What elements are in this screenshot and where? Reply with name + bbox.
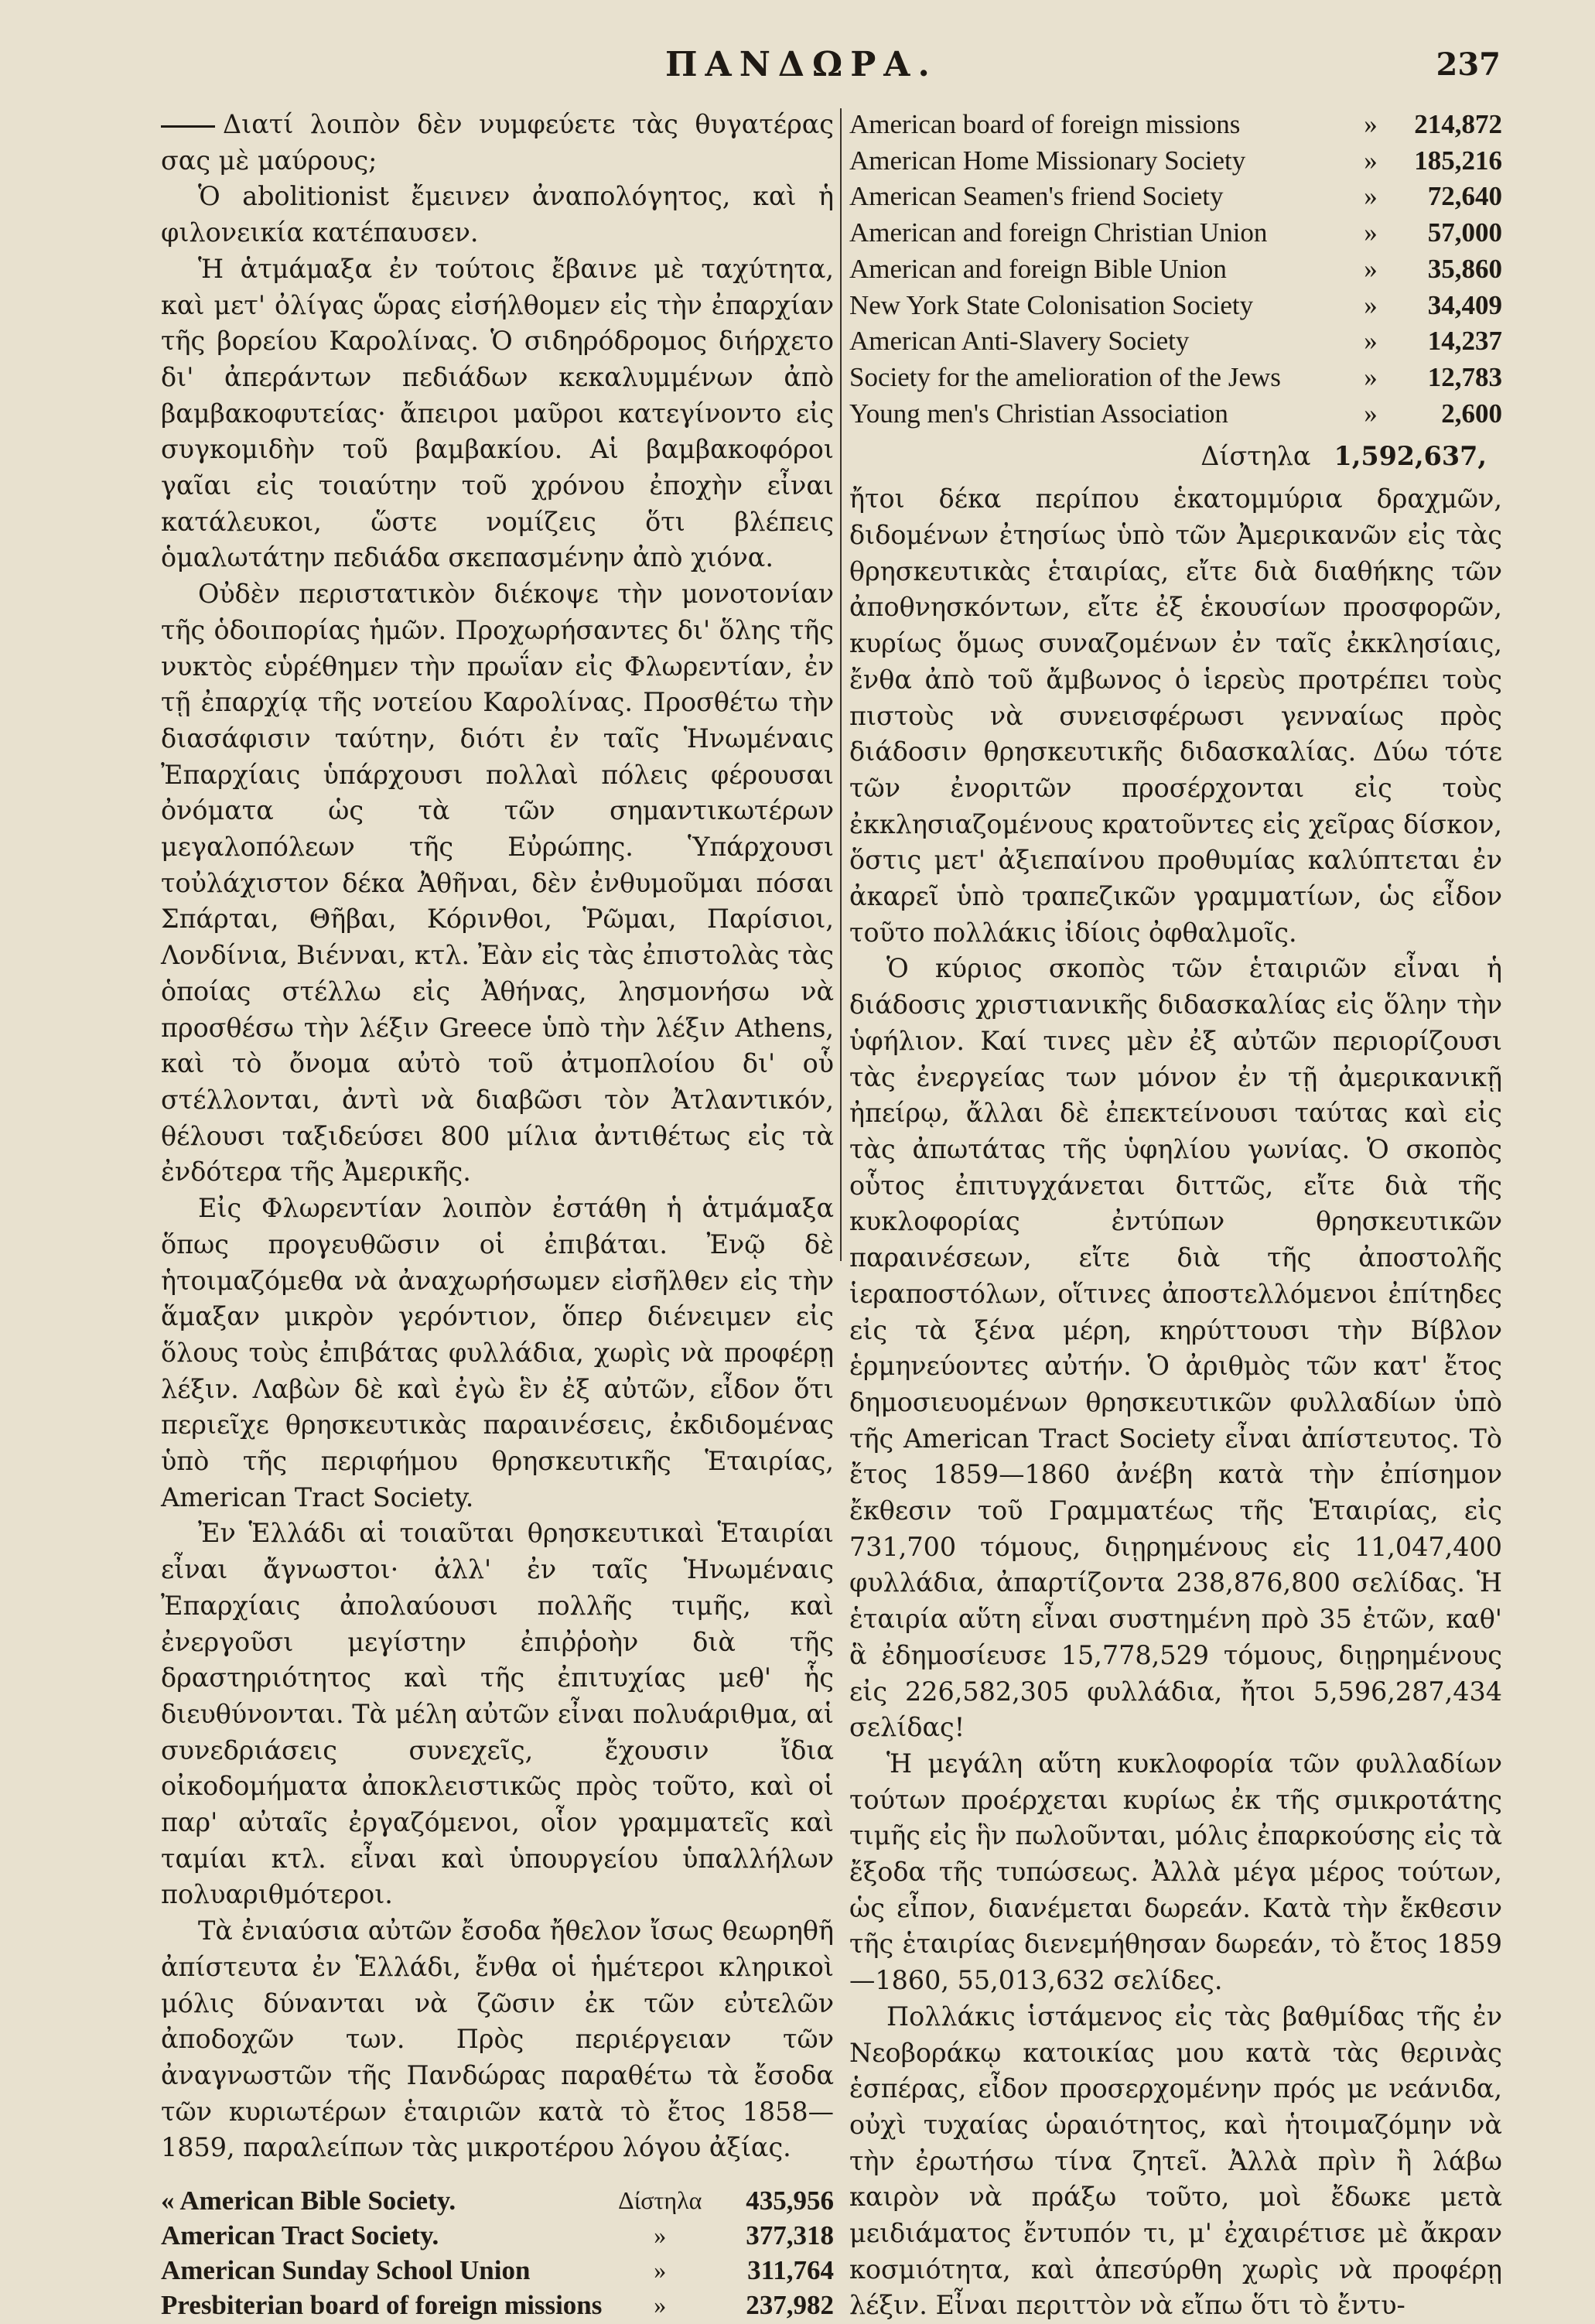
- ditto-mark: »: [1364, 398, 1378, 429]
- revenue-total: [849, 432, 1502, 481]
- society-amount: 72,640: [1427, 181, 1502, 212]
- ditto-mark: »: [1364, 181, 1378, 212]
- list-item: [849, 396, 1502, 432]
- ditto-mark: »: [1364, 289, 1378, 320]
- paragraph: Ἡ μεγάλη αὕτη κυκλοφορία τῶν φυλλαδίων τούτων προέρχεται κυρίως ἐκ τῆς σμικροτάτης τιμῆς εἰς ἣν πωλοῦνται, μόλις ἐπαρκούσης εἰς τὰ ἔξοδα τῆς τυπώσεως. Ἀλλὰ μέγα μέρος τούτων, ὡς εἶπον, διανέμεται δωρεάν. Κατὰ τὴν ἔκθεσιν τῆς ἑταιρίας διενεμήθησαν δωρεάν, τὸ ἔτος 1859—1860, 55,013,632 σελίδες.: [849, 1748, 1502, 1996]
- paragraph-text: Διατί λοιπὸν δὲν νυμφεύετε τὰς θυγατέρας σας μὲ μαύρους;: [161, 109, 834, 176]
- ditto-mark: »: [1364, 109, 1378, 139]
- paragraph: Εἰς Φλωρεντίαν λοιπὸν ἐστάθη ἡ ἁτμάμαξα ὅπως προγευθῶσιν οἱ ἐπιβάται. Ἐνῷ δὲ ἡτοιμαζόμεθα νὰ ἀναχωρήσωμεν εἰσῆλθεν εἰς τὴν ἅμαξαν μικρὸν γερόντιον, ὅπερ διένειμεν εἰς ὅλους τοὺς ἐπιβάτας φυλλάδια, χωρὶς νὰ προφέρῃ λέξιν. Λαβὼν δὲ καὶ ἐγὼ ἓν ἐξ αὐτῶν, εἶδον ὅτι περιεῖχε θρησκευτικὰς παραινέσεις, ἐκδιδομένας ὑπὸ τῆς περιφήμου θρησκευτικῆς Ἑταιρίας, American Tract Society.: [161, 1193, 834, 1512]
- paragraph: Οὐδὲν περιστατικὸν διέκοψε τὴν μονοτονίαν τῆς ὁδοιπορίας ἡμῶν. Προχωρήσαντες δι' ὅλης τῆς νυκτὸς εὑρέθημεν τὴν πρωΐαν εἰς Φλωρεντίαν, ἐν τῇ ἐπαρχίᾳ τῆς νοτείου Καρολίνας. Προσθέτω τὴν διασάφισιν ταύτην, διότι ἐν ταῖς Ἡνωμέναις Ἐπαρχίαις ὑπάρχουσι πολλαὶ πόλεις φέρουσαι ὀνόματα ὡς τὰ τῶν σημαντικωτέρων μεγαλοπόλεων τῆς Εὐρώπης. Ὑπάρχουσι τοὐλάχιστον δέκα Ἀθῆναι, δὲν ἐνθυμοῦμαι πόσαι Σπάρται, Θῆβαι, Κόρινθοι, Ῥῶμαι, Παρίσιοι, Λονδίνια, Βιένναι, κτλ. Ἐὰν εἰς τὰς ἐπιστολὰς τὰς ὁποίας στέλλω εἰς Ἀθήνας, λησμονήσω νὰ προσθέσω τὴν λέξιν Greece ὑπὸ τὴν λέξιν Athens, καὶ τὸ ὄνομα αὐτὸ τοῦ ἀτμοπλοίου δι' οὗ στέλλονται, ἀντὶ νὰ διαβῶσι τὸν Ἀτλαντικόν, θέλουσι ταξιδεύσει 800 μίλια ἀντιθέτως εἰς τὰ ἐνδότερα τῆς Ἀμερικῆς.: [161, 579, 834, 1188]
- society-name: American Sunday School Union: [161, 2255, 531, 2286]
- society-name: New York State Colonisation Society: [849, 289, 1254, 320]
- society-amount: 14,237: [1427, 326, 1502, 357]
- list-item: [161, 2253, 834, 2288]
- paragraph: Ἐν Ἑλλάδι αἱ τοιαῦται θρησκευτικαὶ Ἑταιρίαι εἶναι ἄγνωστοι· ἀλλ' ἐν ταῖς Ἡνωμέναις Ἐπαρχίαις ἀπολαύουσι πολλῆς τιμῆς, καὶ ἐνεργοῦσι μεγίστην ἐπιῤῥοὴν διὰ τῆς δραστηριότητος καὶ τῆς ἐπιτυχίας μεθ' ἧς διευθύνονται. Τὰ μέλη αὐτῶν εἶναι πολυάριθμα, αἱ συνεδριάσεις συνεχεῖς, ἔχουσιν ἴδια οἰκοδομήματα ἀποκλειστικῶς πρὸς τοῦτο, καὶ οἱ παρ' αὐταῖς ἐργαζόμενοι, οἷον γραμματεῖς καὶ ταμίαι κτλ. εἶναι καὶ ὑπουργείου ὑπαλλήλων πολυαριθμότεροι.: [161, 1518, 834, 1910]
- ditto-mark: »: [654, 2291, 667, 2319]
- ditto-mark: »: [1364, 253, 1378, 284]
- society-amount: 237,982: [746, 2290, 834, 2321]
- paragraph: Τὰ ἐνιαύσια αὐτῶν ἔσοδα ἤθελον ἴσως θεωρηθῆ ἀπίστευτα ἐν Ἑλλάδι, ἔνθα οἱ ἡμέτεροι κληρικοὶ μόλις δύνανται νὰ ζῶσιν ἐκ τῶν εὐτελῶν ἀποδοχῶν των. Πρὸς περιέργειαν τῶν ἀναγνωστῶν τῆς Πανδώρας παραθέτω τὰ ἔσοδα τῶν κυριωτέρων ἑταιριῶν κατὰ τὸ ἔτος 1858—1859, παραλείπων τὰς μικροτέρου λόγου ἀξίας.: [161, 1916, 834, 2163]
- left-column: [161, 107, 834, 2322]
- society-amount: 377,318: [746, 2220, 834, 2251]
- list-item: [849, 215, 1502, 251]
- society-name: American Seamen's friend Society: [849, 181, 1224, 212]
- paragraph: Ὁ abolitionist ἔμεινεν ἀναπολόγητος, καὶ ἡ φιλονεικία κατέπαυσεν.: [161, 181, 834, 248]
- society-amount: 12,783: [1427, 361, 1502, 392]
- total-label: Δίστηλα: [1201, 441, 1311, 472]
- society-amount: 435,956: [746, 2186, 834, 2216]
- society-amount: 214,872: [1414, 109, 1502, 139]
- society-name: American board of foreign missions: [849, 109, 1241, 139]
- society-amount: 34,409: [1427, 289, 1502, 320]
- ditto-mark: »: [1364, 326, 1378, 357]
- list-item: [849, 323, 1502, 360]
- society-amount: 2,600: [1441, 398, 1502, 429]
- ditto-mark: »: [1364, 361, 1378, 392]
- society-revenue-list-left: [161, 2183, 834, 2322]
- society-revenue-list-right: [849, 107, 1502, 432]
- list-item: [849, 107, 1502, 143]
- list-item: [161, 2218, 834, 2253]
- right-column: [849, 107, 1502, 2324]
- list-item: [849, 288, 1502, 324]
- society-name: American Tract Society.: [161, 2220, 439, 2251]
- em-dash: [161, 125, 215, 128]
- ditto-mark: »: [1364, 145, 1378, 176]
- ditto-mark: »: [654, 2221, 667, 2250]
- paragraph: Ὁ κύριος σκοπὸς τῶν ἑταιριῶν εἶναι ἡ διάδοσις χριστιανικῆς διδασκαλίας εἰς ὅλην τὴν ὑφήλιον. Καί τινες μὲν ἐξ αὐτῶν περιορίζουσι τὰς ἐνεργείας των μόνον ἐν τῇ ἀμερικανικῇ ἠπείρῳ, ἄλλαι δὲ ἐπεκτείνουσι ταύτας καὶ εἰς τὰς ἀπωτάτας τῆς ὑφηλίου γωνίας. Ὁ σκοπὸς οὗτος ἐπιτυγχάνεται διττῶς, εἴτε διὰ τῆς κυκλοφορίας ἐντύπων θρησκευτικῶν παραινέσεων, εἴτε διὰ τῆς ἀποστολῆς ἱεραποστόλων, οἵτινες ἀποστελλόμενοι ἐπίτηδες εἰς τὰ ξένα μέρη, κηρύττουσι τὴν Βίβλον ἑρμηνεύοντες αὐτήν. Ὁ ἀριθμὸς τῶν κατ' ἔτος δημοσιευομένων θρησκευτικῶν φυλλαδίων ὑπὸ τῆς American Tract Society εἶναι ἀπίστευτος. Τὸ ἔτος 1859—1860 ἀνέβη κατὰ τὴν ἐπίσημον ἔκθεσιν τοῦ Γραμματέως τῆς Ἑταιρίας, εἰς 731,700 τόμους, διῃρημένους εἰς 11,047,400 φυλλάδια, ἀπαρτίζοντα 238,876,800 σελίδας. Ἡ ἑταιρία αὕτη εἶναι συστημένη πρὸ 35 ἐτῶν, καθ' ἃ ἐδημοσίευσε 15,778,529 τόμους, διῃρημένους εἰς 226,582,305 φυλλάδια, ἤτοι 5,596,287,434 σελίδας!: [849, 953, 1502, 1743]
- page-number: 237: [1436, 46, 1501, 83]
- paragraph: Πολλάκις ἱστάμενος εἰς τὰς βαθμίδας τῆς ἐν Νεοβοράκῳ κατοικίας μου κατὰ τὰς θερινὰς ἑσπέρας, εἶδον προσερχομένην πρός με νεάνιδα, οὐχὶ τυχαίας ὡραιότητος, καὶ ἡτοιμαζόμην νὰ τὴν ἐρωτήσω τίνα ζητεῖ. Ἀλλὰ πρὶν ἢ λάβω καιρὸν νὰ πράξω τοῦτο, μοὶ ἔδωκε μετὰ μειδιάματος ἔντυπόν τι, μ' ἐχαιρέτισε μὲ ἄκραν κοσμιότητα, καὶ ἀπεσύρθη χωρὶς νὰ προφέρῃ λέξιν. Εἶναι περιττὸν νὰ εἴπω ὅτι τὸ ἔντυ-: [849, 2001, 1502, 2321]
- list-item: [161, 2183, 834, 2218]
- society-name: American Home Missionary Society: [849, 145, 1246, 176]
- society-amount: 35,860: [1427, 253, 1502, 284]
- society-amount: 311,764: [747, 2255, 834, 2286]
- list-item: [849, 143, 1502, 179]
- journal-title: ΠΑΝΔΩΡΑ.: [665, 45, 938, 84]
- paragraph: Ἡ ἁτμάμαξα ἐν τούτοις ἔβαινε μὲ ταχύτητα, καὶ μετ' ὀλίγας ὥρας εἰσήλθομεν εἰς τὴν ἐπαρχίαν τῆς βορείου Καρολίνας. Ὁ σιδηρόδρομος διήρχετο δι' ἀπεράντων πεδιάδων κεκαλυμμένων ἀπὸ βαμβακοφυτείας· ἄπειροι μαῦροι κατεγίνοντο εἰς συγκομιδὴν τοῦ βαμβακίου. Αἱ βαμβακοφόροι γαῖαι εἰς τοιαύτην τοῦ χρόνου ἐποχὴν εἶναι κατάλευκοι, ὥστε νομίζεις ὅτι βλέπεις ὁμαλωτάτην πεδιάδα σκεπασμένην ἀπὸ χιόνα.: [161, 253, 834, 573]
- society-name: Young men's Christian Association: [849, 398, 1228, 429]
- list-item: [161, 2288, 834, 2322]
- society-amount: 185,216: [1414, 145, 1502, 176]
- paragraph: ἤτοι δέκα περίπου ἑκατομμύρια δραχμῶν, διδομένων ἐτησίως ὑπὸ τῶν Ἀμερικανῶν εἰς τὰς θρησκευτικὰς ἑταιρίας, εἴτε διὰ διαθήκης τῶν ἀποθνησκόντων, εἴτε ἐξ ἑκουσίων προσφορῶν, κυρίως ὅμως συναζομένων ἐν ταῖς ἐκκλησίαις, ἔνθα ἀπὸ τοῦ ἄμβωνος ὁ ἱερεὺς προτρέπει τοὺς πιστοὺς νὰ συνεισφέρωσι γενναίως πρὸς διάδοσιν θρησκευτικῆς διδασκαλίας. Δύω τότε τῶν ἐνοριτῶν προσέρχονται εἰς τοὺς ἐκκλησιαζομένους κρατοῦντες εἰς χεῖρας δίσκον, ὅστις μετ' ἀξιεπαίνου προθυμίας καλύπτεται ἐν ἀκαρεῖ ὑπὸ τραπεζικῶν γραμματίων, ὡς εἶδον τοῦτο πολλάκις ἰδίοις ὀφθαλμοῖς.: [849, 484, 1502, 948]
- list-item: [849, 179, 1502, 215]
- currency-mark: Δίστηλα: [618, 2186, 702, 2215]
- column-divider: [840, 108, 842, 1261]
- society-name: Presbiterian board of foreign missions: [161, 2290, 603, 2321]
- society-name: « American Bible Society.: [161, 2186, 456, 2216]
- ditto-mark: »: [1364, 217, 1378, 248]
- society-name: American and foreign Christian Union: [849, 217, 1268, 248]
- ditto-mark: »: [654, 2256, 667, 2285]
- list-item: [849, 251, 1502, 288]
- society-amount: 57,000: [1427, 217, 1502, 248]
- list-item: [849, 360, 1502, 396]
- society-name: American Anti-Slavery Society: [849, 326, 1190, 357]
- society-name: American and foreign Bible Union: [849, 253, 1227, 284]
- page-header: [124, 45, 1501, 99]
- society-name: Society for the amelioration of the Jews: [849, 361, 1281, 392]
- paragraph: [161, 107, 834, 179]
- total-amount: 1,592,637,: [1334, 441, 1487, 472]
